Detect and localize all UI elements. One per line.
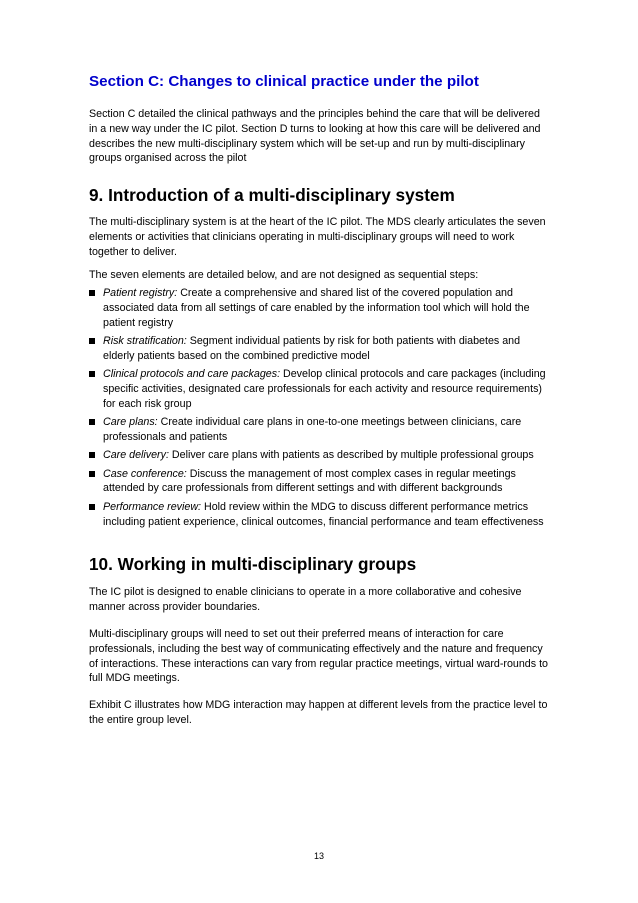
seven-elements-list [89,286,551,529]
square-bullet-icon [89,371,95,377]
square-bullet-icon [89,419,95,425]
list-item-term: Risk stratification: [103,335,190,348]
list-item-text: Create individual care plans in one-to-one meetings between clinicians, care professionals and patients [103,416,522,444]
list-item-term: Case conference: [103,467,190,480]
list-item-care-delivery [89,448,551,463]
list-item-term: Care delivery: [103,449,172,462]
list-item-text: Segment individual patients by risk for both patients with diabetes and elderly patients based on the combined predictive model [103,335,521,363]
list-item-patient-registry [89,286,551,330]
square-bullet-icon [89,290,95,296]
list-item-text: Discuss the management of most complex cases in regular meetings attended by care professionals from different settings and with different backgrounds [103,467,516,495]
square-bullet-icon [89,452,95,458]
page-number: 13 [313,851,324,861]
square-bullet-icon [89,504,95,510]
section-10-paragraph-1: The IC pilot is designed to enable clinicians to operate in a more collaborative and cohesive manner across provider boundaries. [89,586,522,614]
list-item-text: Develop clinical protocols and care packages (including specific activities, designated care professionals for each activity and resource requirements) for each risk group [103,368,546,410]
list-item-term: Patient registry: [103,287,181,300]
section-9-heading: 9. Introduction of a multi-disciplinary system [89,185,455,206]
square-bullet-icon [89,338,95,344]
list-item-text: Hold review within the MDG to discuss different performance metrics including patient experience, clinical outcomes, financial performance and team effectiveness [103,500,544,528]
list-item-case-conference [89,467,551,497]
list-item-text: Create a comprehensive and shared list of the covered population and associated data from all settings of care enabled by the information tool which will hold the patient registry [103,287,530,329]
section-10-paragraph-3: Exhibit C illustrates how MDG interaction may happen at different levels from the practice level to the entire group level. [89,699,548,726]
section-10-heading: 10. Working in multi-disciplinary groups [89,554,417,575]
section-9-paragraph-2: The seven elements are detailed below, and are not designed as sequential steps: [89,268,479,281]
list-item-care-plans [89,415,551,445]
section-c-intro: Section C detailed the clinical pathways and the principles behind the care that will be delivered in a new way under the IC pilot. Section D turns to looking at how this care will be delivered and describes the new multi-disciplinary system which will be set-up and run by multi-disciplinary groups organised across the pilot [89,108,541,165]
list-item-clinical-protocols [89,367,551,411]
list-item-term: Clinical protocols and care packages: [103,368,284,381]
list-item-term: Care plans: [103,416,161,429]
square-bullet-icon [89,471,95,477]
list-item-term: Performance review: [103,500,204,513]
section-c-title: Section C: Changes to clinical practice under the pilot [89,73,479,90]
section-10-paragraph-2: Multi-disciplinary groups will need to set out their preferred means of interaction for care professionals, including the best way of communicating effectively and the nature and frequency of interactions. These interactions can vary from regular practice meetings, virtual ward-rounds to full MDG meetings. [89,627,548,685]
list-item-performance-review [89,500,551,530]
page-content [89,72,551,728]
section-9-paragraph-1: The multi-disciplinary system is at the heart of the IC pilot. The MDS clearly articulates the seven elements or activities that clinicians operating in multi-disciplinary groups will need to work together to deliver. [89,216,546,258]
list-item-risk-stratification [89,334,551,364]
list-item-text: Deliver care plans with patients as described by multiple professional groups [171,449,534,462]
